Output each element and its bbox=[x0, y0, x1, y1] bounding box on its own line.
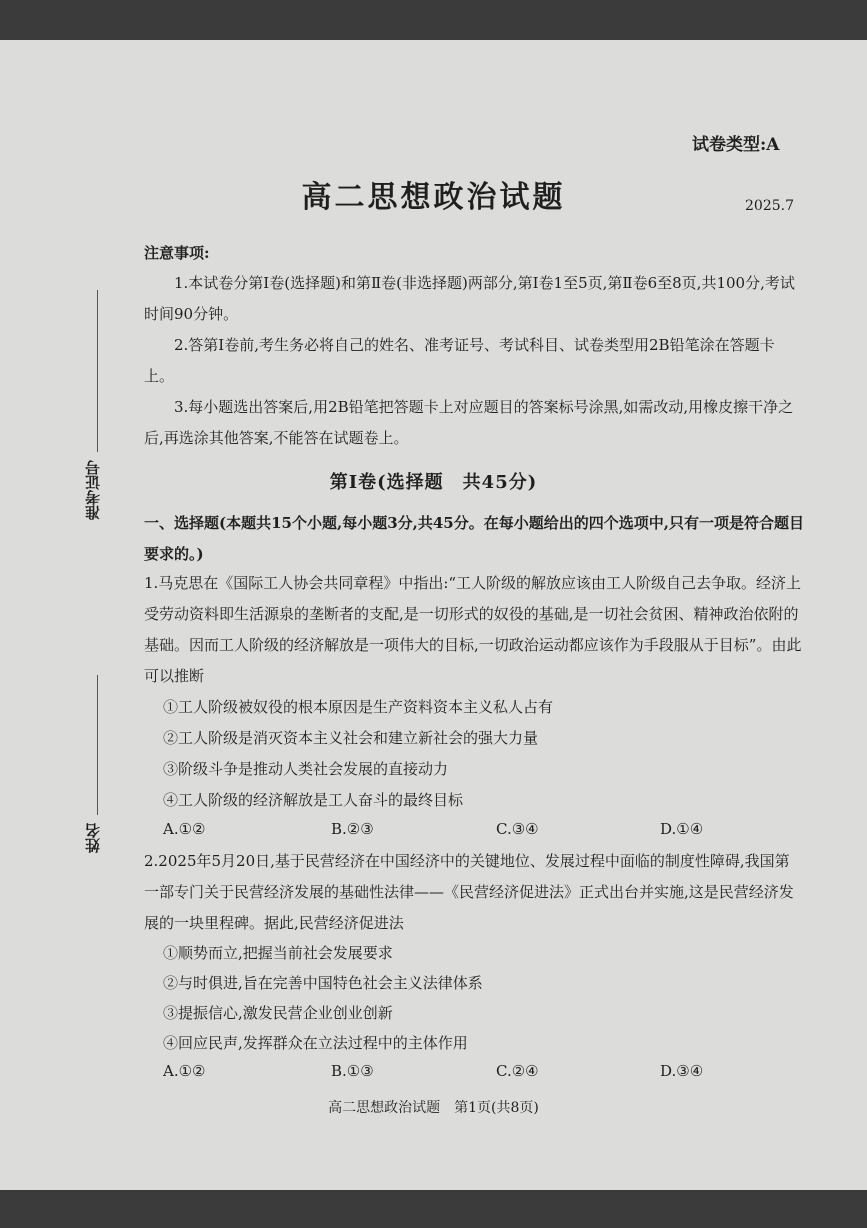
question-option: ③阶级斗争是推动人类社会发展的直接动力 bbox=[163, 760, 449, 778]
answer-choice: D.③④ bbox=[660, 1062, 704, 1080]
exam-type: 试卷类型:A bbox=[692, 135, 780, 155]
instruction: 一、选择题(本题共15个小题,每小题3分,共45分。在每小题给出的四个选项中,只有一项是符合题目要求的。) bbox=[144, 514, 804, 563]
answer-choice: A.①② bbox=[163, 1062, 206, 1080]
note-item: 2.答第Ⅰ卷前,考生务必将自己的姓名、准考证号、考试科目、试卷类型用2B铅笔涂在答题卡上。 bbox=[144, 336, 775, 385]
answer-choice: C.③④ bbox=[496, 820, 539, 838]
question-option: ③提振信心,激发民营企业创业创新 bbox=[163, 1004, 393, 1022]
notes-heading: 注意事项: bbox=[144, 244, 210, 262]
question-stem: 2.2025年5月20日,基于民营经济在中国经济中的关键地位、发展过程中面临的制度性障碍,我国第一部专门关于民营经济发展的基础性法律——《民营经济促进法》正式出台并实施,这是民营经济发展的一块里程碑。据此,民营经济促进法 bbox=[144, 852, 794, 932]
answer-choice: D.①④ bbox=[660, 820, 704, 838]
answer-choice: A.①② bbox=[163, 820, 206, 838]
exam-date: 2025.7 bbox=[745, 198, 794, 214]
question-stem: 1.马克思在《国际工人协会共同章程》中指出:“工人阶级的解放应该由工人阶级自己去争取。经济上受劳动资料即生活源泉的垄断者的支配,是一切形式的奴役的基础,是一切社会贫困、精神政治依附的基础。因而工人阶级的经济解放是一项伟大的目标,一切政治运动都应该作为手段服从于目标”。由此可以推断 bbox=[144, 574, 802, 685]
page-footer: 高二思想政治试题 第1页(共8页) bbox=[328, 1100, 539, 1116]
section-heading: 第Ⅰ卷(选择题 共45分) bbox=[329, 472, 538, 493]
answer-choice: B.①③ bbox=[331, 1062, 374, 1080]
answer-choice: C.②④ bbox=[496, 1062, 539, 1080]
page-title: 高二思想政治试题 bbox=[301, 180, 566, 215]
question-option: ①工人阶级被奴役的根本原因是生产资料资本主义私人占有 bbox=[163, 698, 554, 716]
name-line bbox=[97, 675, 98, 815]
question-option: ②工人阶级是消灭资本主义社会和建立新社会的强大力量 bbox=[163, 729, 539, 747]
candidate-id-line bbox=[97, 290, 98, 452]
question-option: ④回应民声,发挥群众在立法过程中的主体作用 bbox=[163, 1034, 468, 1052]
answer-choice: B.②③ bbox=[331, 820, 374, 838]
note-item: 1.本试卷分第Ⅰ卷(选择题)和第Ⅱ卷(非选择题)两部分,第Ⅰ卷1至5页,第Ⅱ卷6至8页,共100分,考试时间90分钟。 bbox=[144, 274, 795, 323]
question-option: ④工人阶级的经济解放是工人奋斗的最终目标 bbox=[163, 791, 464, 809]
name-label: 姓名 bbox=[84, 823, 102, 853]
question-option: ①顺势而立,把握当前社会发展要求 bbox=[163, 944, 393, 962]
candidate-id-label: 准考证号 bbox=[84, 460, 102, 520]
question-option: ②与时俱进,旨在完善中国特色社会主义法律体系 bbox=[163, 974, 483, 992]
note-item: 3.每小题选出答案后,用2B铅笔把答题卡上对应题目的答案标号涂黑,如需改动,用橡皮擦干净之后,再选涂其他答案,不能答在试题卷上。 bbox=[144, 398, 794, 447]
